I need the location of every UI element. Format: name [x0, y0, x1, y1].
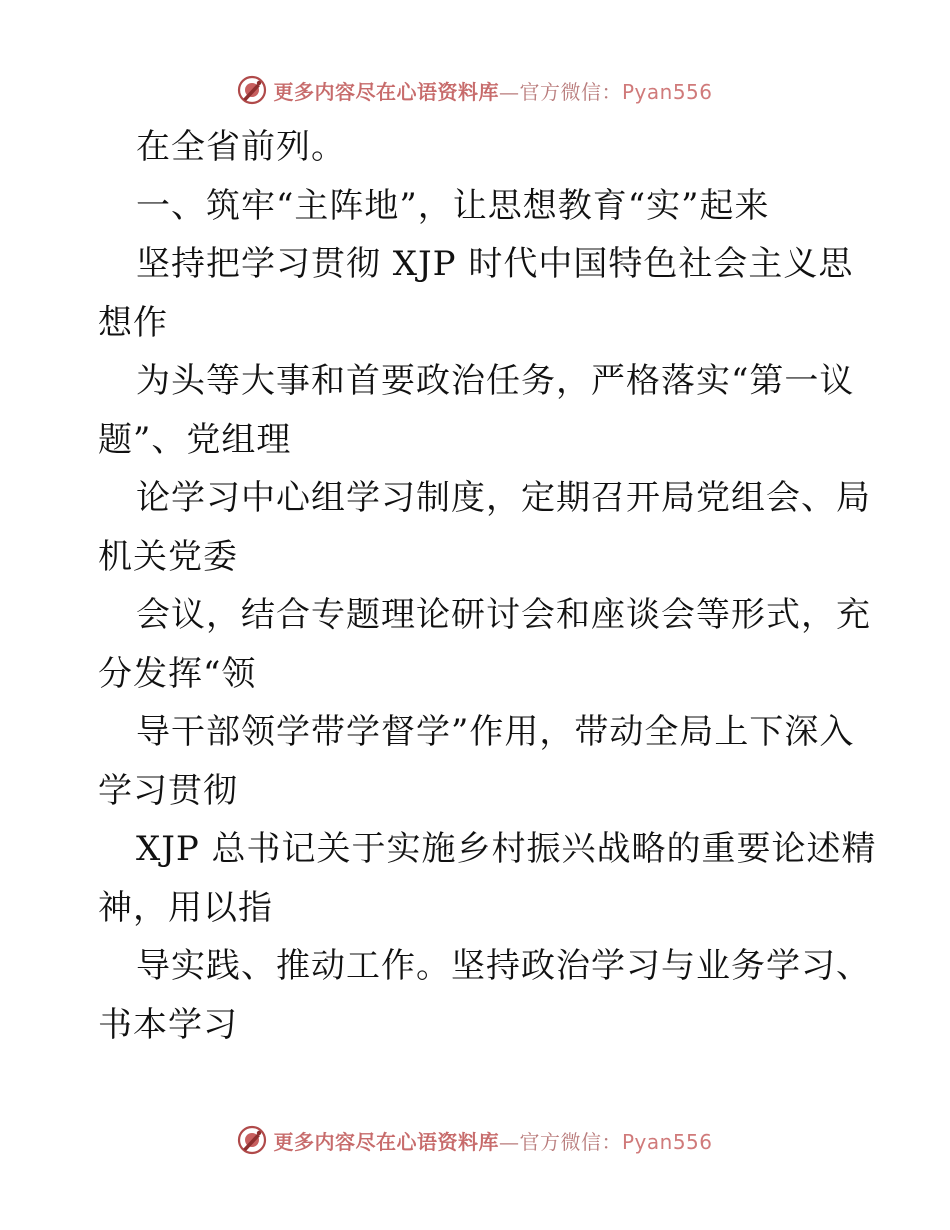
text-line: 为头等大事和首要政治任务，严格落实“第一议 — [136, 361, 855, 401]
text-line: 导干部领学带学督学”作用，带动全局上下深入 — [136, 712, 855, 752]
watermark-sub-text: —官方微信： — [498, 1129, 622, 1154]
text-line: 论学习中心组学习制度，定期召开局党组会、局 — [136, 478, 871, 518]
watermark-text — [273, 76, 712, 105]
watermark-main-text: 更多内容尽在心语资料库 — [273, 1129, 499, 1154]
text-line: 一、筑牢“主阵地”，让思想教育“实”起来 — [136, 185, 770, 226]
watermark-sub-text: —官方微信： — [498, 79, 622, 104]
brand-logo-icon — [237, 75, 267, 105]
text-line: XJP 总书记关于实施乡村振兴战略的重要论述精 — [136, 829, 877, 869]
text-line: 分发挥“领 — [98, 653, 257, 694]
text-line: 在全省前列。 — [136, 127, 346, 167]
watermark-id-text: Pyan556 — [621, 79, 713, 104]
text-line: 学习贯彻 — [98, 770, 238, 811]
text-line: 导实践、推动工作。坚持政治学习与业务学习、 — [136, 946, 871, 986]
watermark-text — [273, 1126, 712, 1155]
text-line: 书本学习 — [98, 1004, 238, 1045]
text-line: 神，用以指 — [98, 887, 273, 928]
watermark-id-text: Pyan556 — [621, 1129, 713, 1154]
header-watermark — [0, 70, 950, 110]
brand-logo-icon — [237, 1125, 267, 1155]
document-body — [98, 118, 877, 1054]
watermark-main-text: 更多内容尽在心语资料库 — [273, 79, 499, 104]
text-line: 会议，结合专题理论研讨会和座谈会等形式，充 — [136, 595, 871, 635]
text-line: 坚持把学习贯彻 XJP 时代中国特色社会主义思 — [136, 244, 854, 284]
text-line: 想作 — [98, 302, 168, 343]
text-line: 机关党委 — [98, 536, 238, 577]
footer-watermark — [0, 1120, 950, 1160]
text-line: 题”、党组理 — [98, 419, 292, 460]
